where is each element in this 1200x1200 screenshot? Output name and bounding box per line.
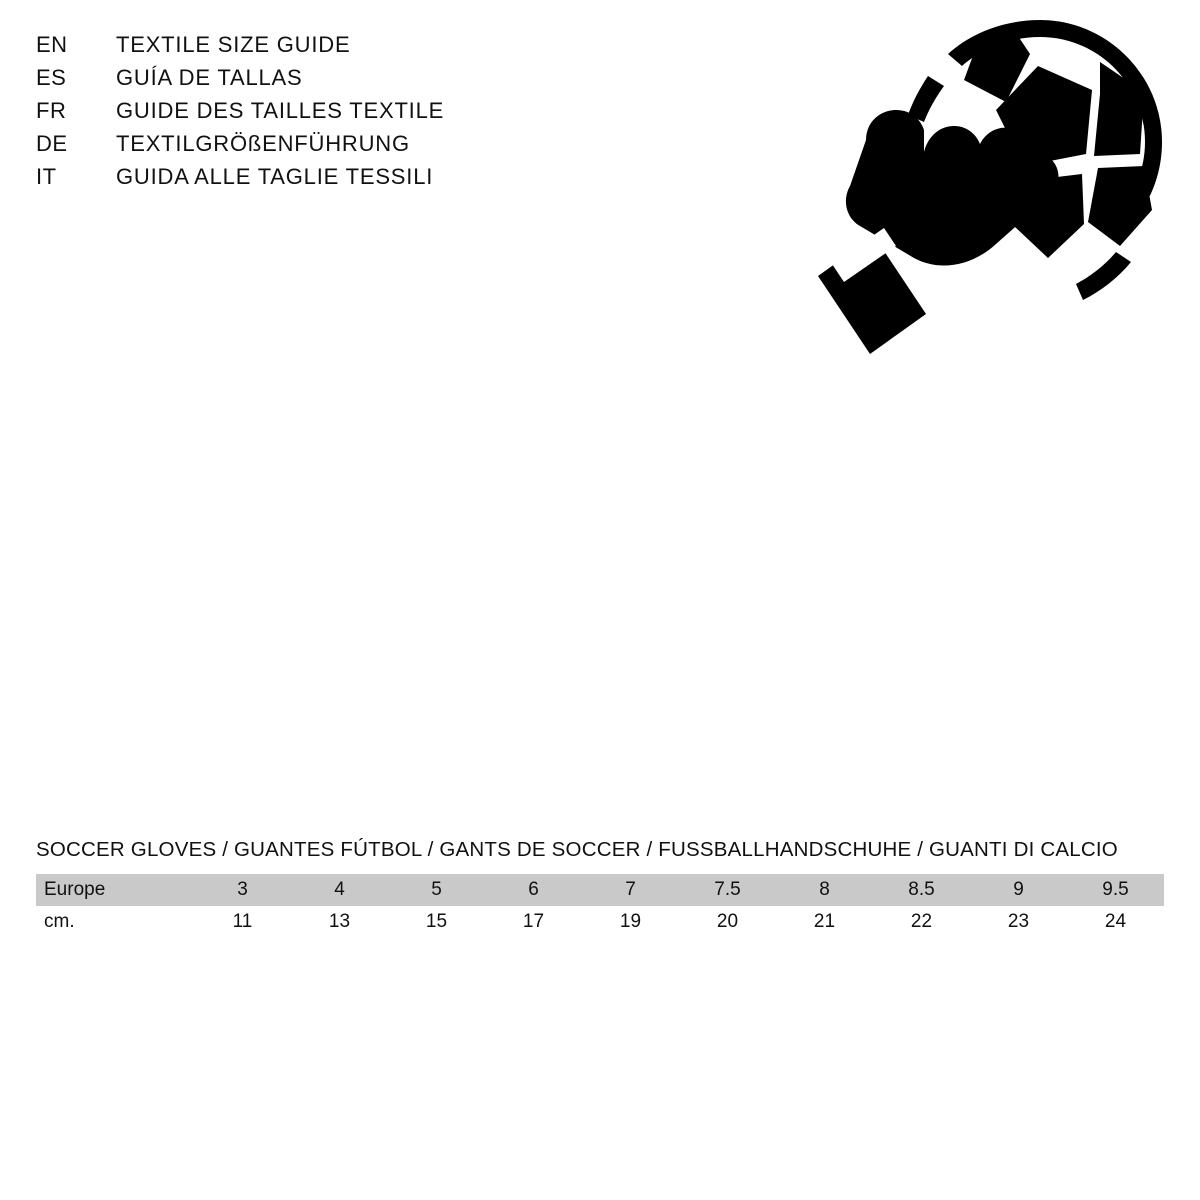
table-cell: 21: [813, 911, 836, 932]
table-cell: 8: [819, 879, 830, 900]
table-cell: 5: [431, 879, 442, 900]
language-code-es: ES: [36, 65, 67, 90]
row-label-europe: Europe: [44, 879, 106, 900]
language-text-de: TEXTILGRÖßENFÜHRUNG: [116, 131, 410, 156]
language-code-it: IT: [36, 164, 57, 189]
table-cell: 3: [237, 879, 248, 900]
glove-ball-illustration: [800, 14, 1170, 374]
language-code-fr: FR: [36, 98, 67, 123]
table-cell: 7: [625, 879, 636, 900]
size-table: [36, 874, 1164, 938]
size-table-title: SOCCER GLOVES / GUANTES FÚTBOL / GANTS DE SOCCER / FUSSBALLHANDSCHUHE / GUANTI DI CALCIO: [36, 838, 1118, 861]
row-label-cm: cm.: [44, 911, 75, 932]
language-code-en: EN: [36, 32, 68, 57]
table-cell: 17: [522, 911, 545, 932]
language-row-fr: [36, 94, 444, 127]
table-cell: 19: [619, 911, 642, 932]
language-list: [36, 28, 444, 193]
language-row-de: [36, 127, 444, 160]
table-cell: 13: [328, 911, 351, 932]
table-cell: 8.5: [908, 879, 935, 900]
table-row: [36, 906, 1164, 938]
language-code-de: DE: [36, 131, 68, 156]
size-table-section: [36, 838, 1164, 938]
language-row-en: [36, 28, 444, 61]
table-cell: 6: [528, 879, 539, 900]
language-text-it: GUIDA ALLE TAGLIE TESSILI: [116, 164, 434, 189]
table-cell: 15: [425, 911, 448, 932]
language-row-es: [36, 61, 444, 94]
table-cell: 23: [1007, 911, 1030, 932]
table-cell: 11: [232, 911, 253, 932]
language-text-fr: GUIDE DES TAILLES TEXTILE: [116, 98, 445, 123]
table-cell: 20: [716, 911, 739, 932]
table-cell: 9.5: [1102, 879, 1129, 900]
table-cell: 9: [1013, 879, 1024, 900]
table-row: [36, 874, 1164, 906]
language-text-en: TEXTILE SIZE GUIDE: [116, 32, 351, 57]
table-cell: 22: [910, 911, 933, 932]
table-cell: 7.5: [714, 879, 741, 900]
table-cell: 24: [1104, 911, 1127, 932]
table-cell: 4: [334, 879, 345, 900]
language-text-es: GUÍA DE TALLAS: [116, 65, 303, 90]
language-row-it: [36, 160, 444, 193]
